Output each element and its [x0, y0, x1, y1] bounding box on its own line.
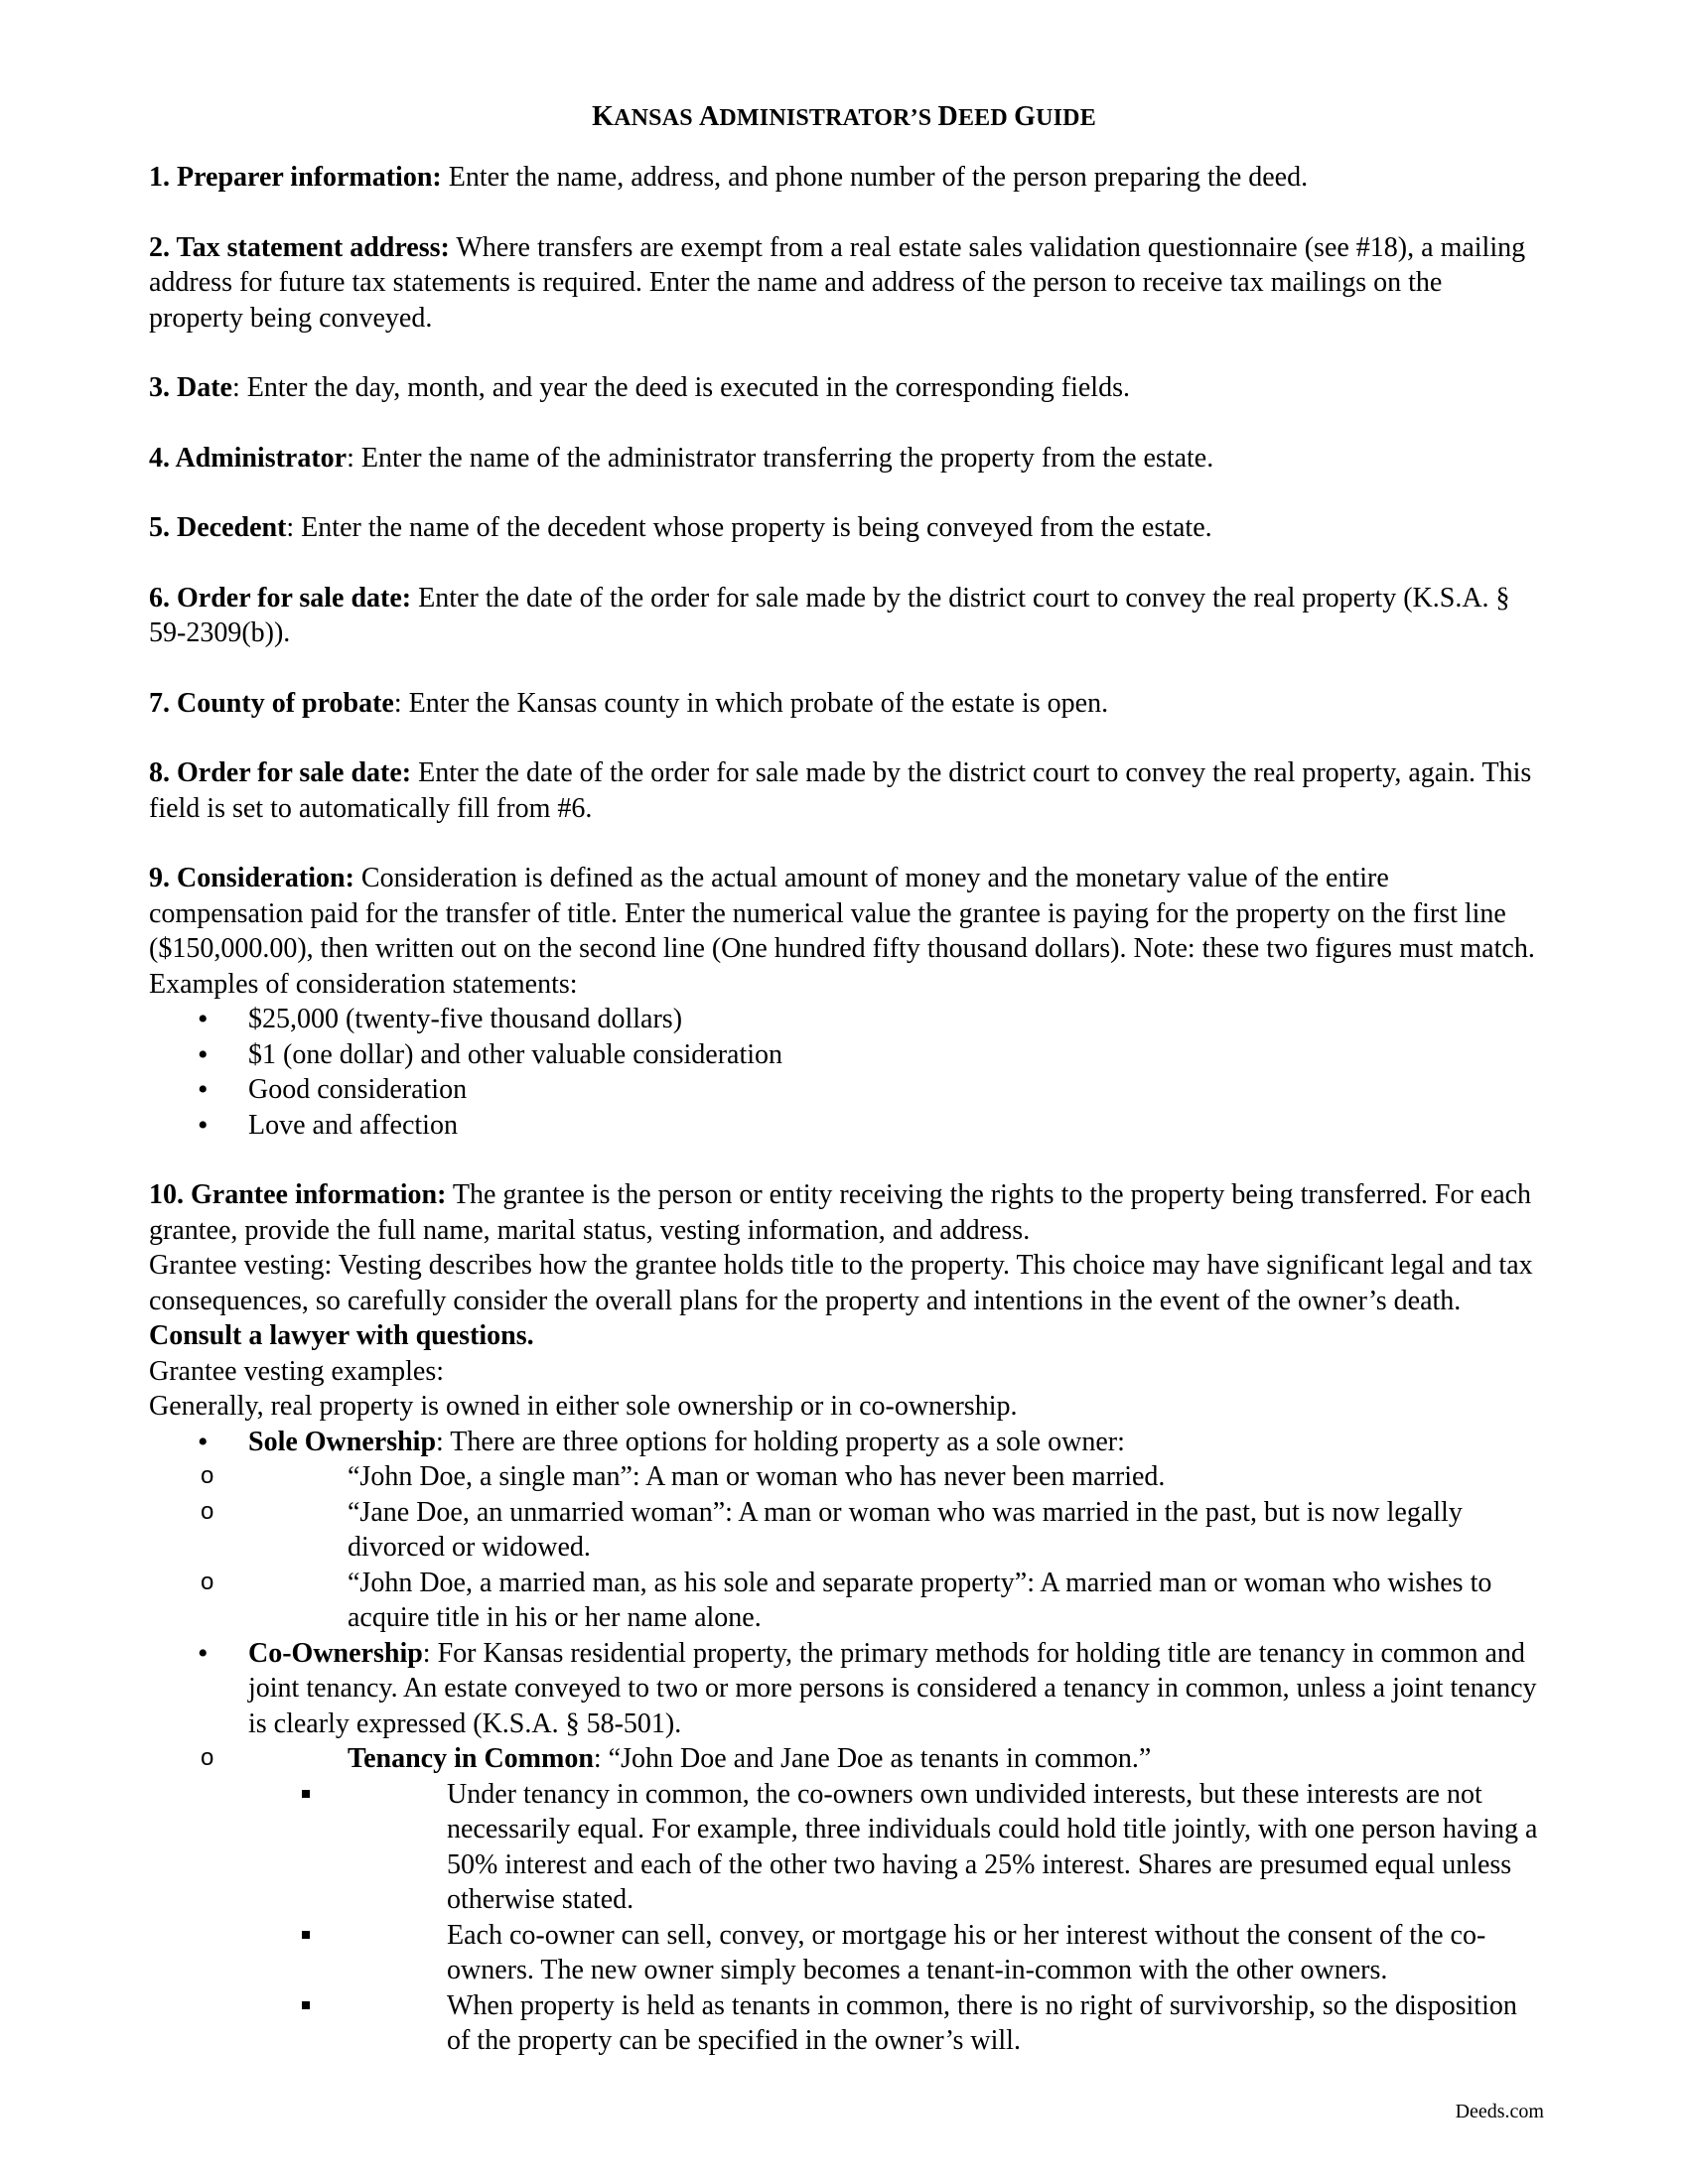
list-item: o “John Doe, a married man, as his sole and separate property”: A married man or woman who wishes to acquire title in his or her name alone.: [149, 1566, 1539, 1636]
document-page: [149, 99, 1539, 2059]
grantee-vesting-examples-heading: Grantee vesting examples:: [149, 1355, 445, 1387]
list-item: • $1 (one dollar) and other valuable consideration: [149, 1037, 1539, 1073]
list-item: o “John Doe, a single man”: A man or woman who has never been married.: [149, 1459, 1539, 1495]
page-title: KANSAS ADMINISTRATOR’S DEED GUIDE: [592, 101, 1096, 132]
section-preparer: 1. Preparer information: Enter the name, address, and phone number of the person preparing the deed.: [149, 162, 1309, 193]
ownership-list: [149, 1425, 1539, 2059]
section-tax-statement: 2. Tax statement address: Where transfers are exempt from a real estate sales validation questionnaire (see #18), a mailing address for future tax statements is required. Enter the name and address of the person to receive tax mailings on the property being conveyed.: [149, 231, 1526, 334]
list-item: • Good consideration: [149, 1072, 1539, 1108]
section-order-for-sale-again: 8. Order for sale date: Enter the date of the order for sale made by the district court to convey the real property, again. This field is set to automatically fill from #6.: [149, 757, 1532, 824]
list-item: Each co-owner can sell, convey, or mortgage his or her interest without the consent of the co-owners. The new owner simply becomes a tenant-in-common with the other owners.: [248, 1918, 1539, 1988]
section-grantee: 10. Grantee information: The grantee is the person or entity receiving the rights to the property being transferred. For each grantee, provide the full name, marital status, vesting information, and address.: [149, 1179, 1532, 1246]
list-item-co-ownership: • Co-Ownership: For Kansas residential property, the primary methods for holding title are tenancy in common and joint tenancy. An estate conveyed to two or more persons is considered a tenancy in common, unless a joint tenancy is clearly expressed (K.S.A. § 58-501). o Tenancy in Common: “John Doe and Jane Doe as tenants in common.” Under tenancy in common, the co-owners own undivided interests, but these interests are not necessarily equal. For example, three individuals could hold title jointly, with one person having a 50% interest and each of the other two having a 25% interest. Shares are presumed equal unless otherwise stated. Each co-owner can sell, convey, or mortgage his or her interest without the consent of the co-owners. The new owner simply becomes a tenant-in-common with the other owners. When property is held as tenants in common, there is no right of survivorship, so the disposition of the property can be specified in the owner’s will.: [149, 1636, 1539, 2059]
list-item-tenancy-in-common: o Tenancy in Common: “John Doe and Jane Doe as tenants in common.” Under tenancy in common, the co-owners own undivided interests, but these interests are not necessarily equal. For example, three individuals could hold title jointly, with one person having a 50% interest and each of the other two having a 25% interest. Shares are presumed equal unless otherwise stated. Each co-owner can sell, convey, or mortgage his or her interest without the consent of the co-owners. The new owner simply becomes a tenant-in-common with the other owners. When property is held as tenants in common, there is no right of survivorship, so the disposition of the property can be specified in the owner’s will.: [149, 1741, 1539, 2059]
sole-ownership-options: [149, 1459, 1539, 1636]
list-item-sole-ownership: • Sole Ownership: There are three options for holding property as a sole owner: o “John Doe, a single man”: A man or woman who has never been married. o “Jane Doe, an unmarried woman”: A man or woman who was married in the past, but is now legally divorced or widowed. o “John Doe, a married man, as his sole and separate property”: A married man or woman who wishes to acquire title in his or her name alone.: [149, 1425, 1539, 1636]
grantee-vesting: Grantee vesting: Vesting describes how the grantee holds title to the property. This choice may have significant legal and tax consequences, so carefully consider the overall plans for the property and intentions in the event of the owner’s death. Consult a lawyer with questions.: [149, 1250, 1533, 1351]
section-decedent: 5. Decedent: Enter the name of the decedent whose property is being conveyed from the estate.: [149, 512, 1212, 543]
section-administrator: 4. Administrator: Enter the name of the administrator transferring the property from the estate.: [149, 442, 1214, 474]
list-item: • $25,000 (twenty-five thousand dollars): [149, 1002, 1539, 1037]
tenancy-in-common-points: [248, 1777, 1539, 2059]
co-ownership-options: [149, 1741, 1539, 2059]
list-item: Under tenancy in common, the co-owners own undivided interests, but these interests are not necessarily equal. For example, three individuals could hold title jointly, with one person having a 50% interest and each of the other two having a 25% interest. Shares are presumed equal unless otherwise stated.: [248, 1777, 1539, 1918]
grantee-generally: Generally, real property is owned in either sole ownership or in co-ownership.: [149, 1391, 1018, 1422]
list-item: o “Jane Doe, an unmarried woman”: A man or woman who was married in the past, but is now legally divorced or widowed.: [149, 1495, 1539, 1566]
list-item: When property is held as tenants in common, there is no right of survivorship, so the disposition of the property can be specified in the owner’s will.: [248, 1988, 1539, 2059]
list-item: • Love and affection: [149, 1108, 1539, 1144]
section-county-of-probate: 7. County of probate: Enter the Kansas county in which probate of the estate is open.: [149, 687, 1109, 719]
consideration-examples-list: [149, 1002, 1539, 1143]
section-consideration: 9. Consideration: Consideration is defined as the actual amount of money and the monetary value of the entire compensation paid for the transfer of title. Enter the numerical value the grantee is paying for the property on the first line ($150,000.00), then written out on the second line (One hundred fifty thousand dollars). Note: these two figures must match. Examples of consideration statements:: [149, 863, 1535, 1000]
section-date: 3. Date: Enter the day, month, and year the deed is executed in the corresponding fields.: [149, 372, 1130, 403]
footer-brand: Deeds.com: [1455, 2101, 1544, 2122]
section-order-for-sale: 6. Order for sale date: Enter the date of the order for sale made by the district court to convey the real property (K.S.A. § 59-2309(b)).: [149, 582, 1510, 648]
